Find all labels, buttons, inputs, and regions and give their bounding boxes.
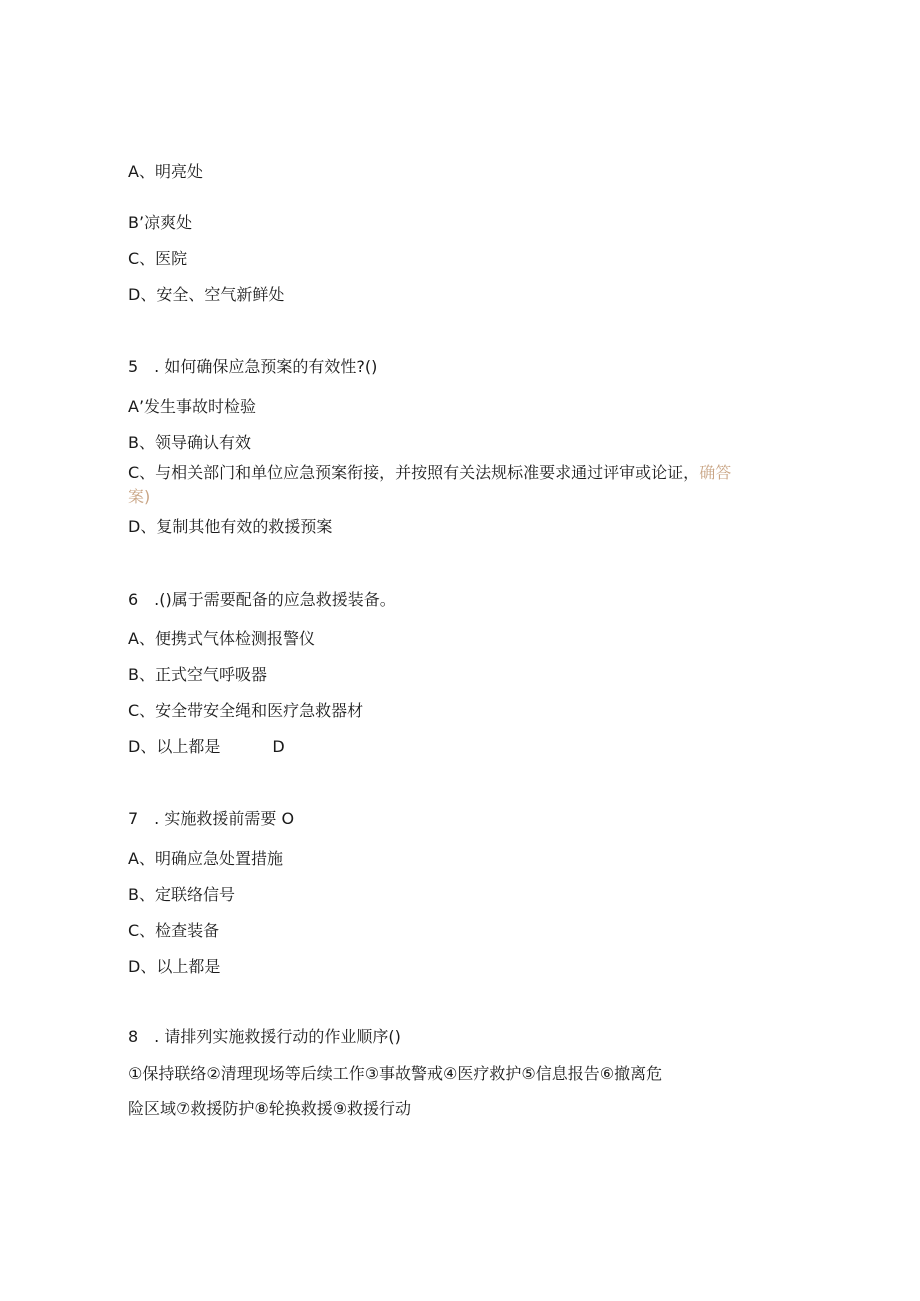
q5-option-c-hint: 确答 xyxy=(699,463,732,482)
q4-option-b: B’凉爽处 xyxy=(128,213,193,232)
q8-steps-line-1: ①保持联络②清理现场等后续工作③事故警戒④医疗救护⑤信息报告⑥撤离危 xyxy=(128,1064,663,1083)
q6-option-d-text: D、以上都是 xyxy=(128,737,221,756)
q6-option-d xyxy=(128,736,285,758)
q6-option-c: C、安全带安全绳和医疗急救器材 xyxy=(128,701,364,720)
q4-option-d: D、安全、空气新鲜处 xyxy=(128,285,285,304)
q4-option-a: A、明亮处 xyxy=(128,162,203,181)
q7-question: 7 . 实施救援前需要 O xyxy=(128,809,295,828)
q6-option-a: A、便携式气体检测报警仪 xyxy=(128,629,315,648)
q6-option-b: B、正式空气呼吸器 xyxy=(128,665,267,684)
q5-question: 5 . 如何确保应急预案的有效性?() xyxy=(128,357,378,376)
q7-option-a: A、明确应急处置措施 xyxy=(128,849,283,868)
q7-option-d: D、以上都是 xyxy=(128,957,221,976)
q5-option-c-hint-cont: 案) xyxy=(128,487,151,506)
q5-option-d: D、复制其他有效的救援预案 xyxy=(128,517,333,536)
q4-option-c: C、医院 xyxy=(128,249,188,268)
q7-option-b: B、定联络信号 xyxy=(128,885,235,904)
q8-steps-line-2: 险区域⑦救援防护⑧轮换救援⑨救援行动 xyxy=(128,1099,412,1118)
q6-question: 6 .()属于需要配备的应急救援装备。 xyxy=(128,590,396,609)
q5-option-b: B、领导确认有效 xyxy=(128,433,251,452)
q5-option-c-text: C、与相关部门和单位应急预案衔接，并按照有关法规标准要求通过评审或论证， xyxy=(128,463,700,482)
q5-option-a: A’发生事故时检验 xyxy=(128,397,257,416)
q8-question: 8 . 请排列实施救援行动的作业顺序() xyxy=(128,1027,401,1046)
q5-option-c xyxy=(128,462,731,484)
q7-option-c: C、检查装备 xyxy=(128,921,220,940)
q6-answer: D xyxy=(272,737,285,756)
